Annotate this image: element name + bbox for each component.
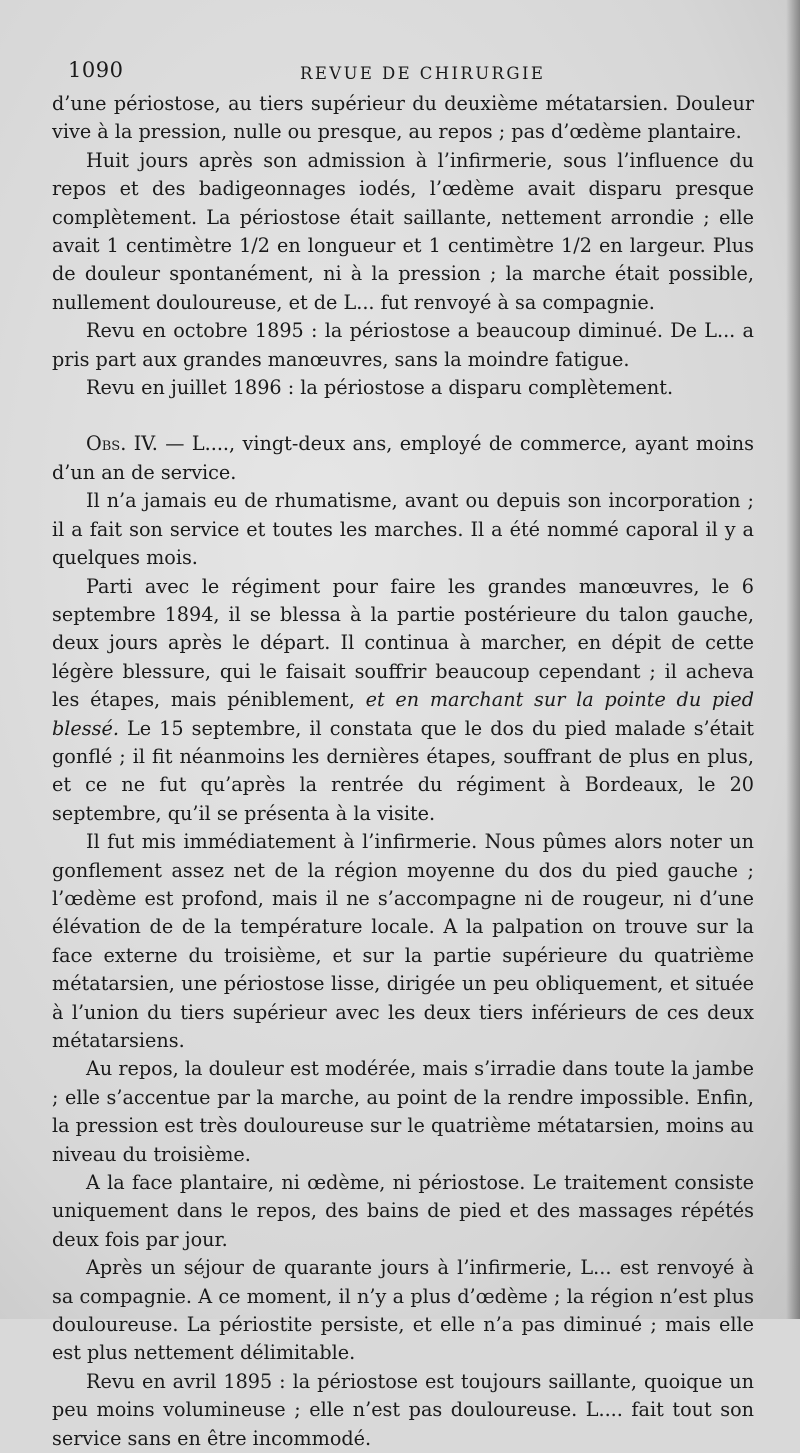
running-head: REVUE DE CHIRURGIE — [300, 64, 546, 83]
page-edge-shadow — [786, 0, 800, 1319]
paragraph: Huit jours après son admission à l’infirmerie, sous l’influence du repos et des badigeonnages iodés, l’œdème avait disparu presque complètement. La périostose était saillante, nettement arrondie ; elle avait 1 centimètre 1/2 en longueur et 1 centimètre 1/2 en largeur. Plus de douleur spontanément, ni à la pression ; la marche était possible, nullement douloureuse, et de L... fut renvoyé à sa compagnie. — [52, 148, 754, 314]
paragraph-text: Parti avec le régiment pour faire les grandes manœuvres, le 6 septembre 1894, il se blessa à la partie postérieure du talon gauche, deux jours après le départ. Il continua à marcher, en dépit de cette légère blessure, qui le faisait souffrir beaucoup cependant ; il acheva les étapes, mais péniblement, — [52, 574, 754, 712]
observation-label: Obs. IV. — [86, 432, 158, 456]
paragraph — [52, 573, 754, 829]
observation-heading — [52, 430, 754, 487]
page-number: 1090 — [68, 58, 124, 82]
italic-phrase: et en marchant sur la pointe du pied blessé. — [52, 688, 754, 740]
paragraph: A la face plantaire, ni œdème, ni périostose. Le traitement consiste uniquement dans le repos, des bains de pied et des massages répétés deux fois par jour. — [52, 1171, 754, 1251]
paragraph: Il n’a jamais eu de rhumatisme, avant ou depuis son incorporation ; il a fait son service et toutes les marches. Il a été nommé caporal il y a quelques mois. — [52, 489, 754, 570]
paragraph: Après un séjour de quarante jours à l’infirmerie, L... est renvoyé à sa compagnie. A ce moment, il n’y a plus d’œdème ; la région n’est plus douloureuse. La périostite persiste, et elle n’a pas diminué ; mais elle est plus nettement délimitable. — [52, 1256, 754, 1365]
paragraph: Au repos, la douleur est modérée, mais s’irradie dans toute la jambe ; elle s’accentue par la marche, au point de la rendre impossible. Enfin, la pression est très douloureuse sur le quatrième métatarsien, moins au niveau du troisième. — [52, 1057, 755, 1166]
page-header — [52, 50, 754, 90]
paragraph: Revu en juillet 1896 : la périostose a disparu complètement. — [86, 376, 674, 400]
paragraph-continued: d’une périostose, au tiers supérieur du deuxième métatarsien. Douleur vive à la pression, nulle ou presque, au repos ; pas d’œdème plantaire. — [52, 92, 754, 144]
paragraph-text: Le 15 septembre, il constata que le dos du pied malade s’était gonflé ; il fit néanmoins les dernières étapes, souffrant de plus en plus, et ce ne fut qu’après la rentrée du régiment à Bordeaux, le 20 septembre, qu’il se présenta à la visite. — [52, 716, 754, 825]
observation-intro: — L...., vingt-deux ans, employé de commerce, ayant moins d’un an de service. — [52, 432, 754, 484]
paragraph: Il fut mis immédiatement à l’infirmerie. Nous pûmes alors noter un gonflement assez net de la région moyenne du dos du pied gauche ; l’œdème est profond, mais il ne s’accompagne ni de rougeur, ni d’une élévation de de la température locale. A la palpation on trouve sur la face externe du troisième, et sur la partie supérieure du quatrième métatarsien, une périostose lisse, dirigée un peu obliquement, et située à l’union du tiers supérieur avec les deux tiers inférieurs de ces deux métatarsiens. — [52, 830, 754, 1052]
paragraph: Revu en octobre 1895 : la périostose a beaucoup diminué. De L... a pris part aux grandes manœuvres, sans la moindre fatigue. — [52, 319, 754, 371]
paragraph: Revu en avril 1895 : la périostose est toujours saillante, quoique un peu moins volumineuse ; elle n’est pas douloureuse. L.... fait tout son service sans en être incommodé. — [52, 1369, 754, 1450]
body-text — [52, 90, 754, 1453]
